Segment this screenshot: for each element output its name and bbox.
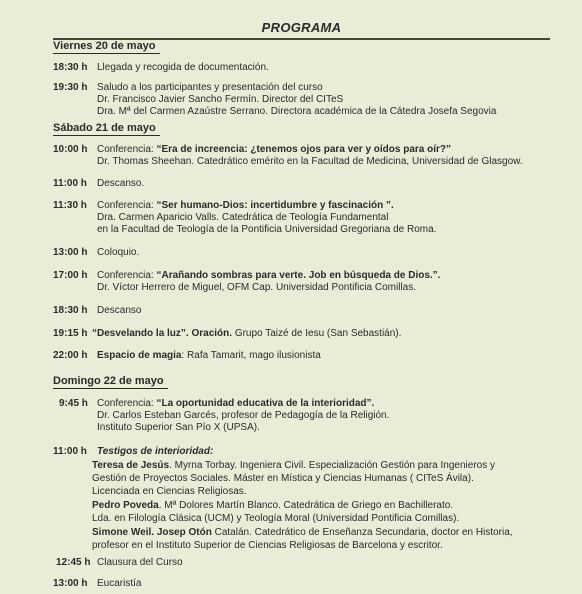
item-text: Llegada y recogida de documentación.	[97, 62, 269, 73]
witness-entry: Teresa de Jesús. Myrna Torbay. Ingeniera Civil. Especialización Gestión para Ingenieros y	[92, 460, 495, 471]
item-speaker: Dr. Thomas Sheehan. Catedrático emérito en la Facultad de Medicina, Universidad de Glasgow.	[97, 156, 523, 167]
item-text: Saludo a los participantes y presentación del curso	[97, 82, 323, 93]
program-header	[53, 20, 550, 40]
day-heading-sunday: Domingo 22 de mayo	[53, 375, 168, 387]
item-text: Descanso.	[97, 178, 145, 189]
item-time: 19:15 h	[53, 328, 88, 339]
item-text: Coloquio.	[97, 247, 140, 258]
item-time: 9:45 h	[59, 398, 88, 409]
item-speaker: Dr. Francisco Javier Sancho Fermín. Director del CITeS	[97, 94, 344, 105]
item-text: Espacio de magia: Rafa Tamarit, mago ilusionista	[97, 350, 321, 361]
item-text: Conferencia: “Ser humano-Dios: incertidumbre y fascinación ”.	[97, 200, 394, 211]
witness-entry: Simone Weil. Josep Otón Catalán. Catedrático de Enseñanza Secundaria, doctor en Historia,	[92, 527, 513, 538]
witness-detail: profesor en el Instituto Superior de Ciencias Religiosas de Barcelona y escritor.	[92, 540, 443, 551]
item-time: 11:00 h	[53, 178, 87, 189]
schedule-item	[53, 62, 87, 74]
day-heading-saturday: Sábado 21 de mayo	[53, 122, 160, 134]
witness-entry: Pedro Poveda. Mª Dolores Martín Blanco. Catedrática de Griego en Bachillerato.	[92, 500, 454, 511]
item-time: 10:00 h	[53, 144, 88, 155]
witness-detail: Gestión de Proyectos Sociales. Máster en Mística y Ciencias Humanas ( CITeS Ávila).	[92, 473, 474, 484]
item-speaker: Dra. Mª del Carmen Azaústre Serrano. Directora académica de la Cátedra Josefa Segovia	[97, 106, 497, 117]
page-title: PROGRAMA	[261, 20, 342, 35]
item-time: 13:00 h	[53, 247, 88, 258]
item-speaker: Dra. Carmen Aparicio Valls. Catedrática de Teología Fundamental	[97, 212, 389, 223]
item-time: 22:00 h	[53, 350, 88, 361]
item-time: 11:30 h	[53, 200, 87, 211]
item-speaker: Dr. Carlos Esteban Garcés, profesor de Pedagogía de la Religión.	[97, 410, 390, 421]
item-time: 12:45 h	[56, 557, 91, 568]
item-speaker: Dr. Víctor Herrero de Miguel, OFM Cap. Universidad Pontificia Comillas.	[97, 282, 416, 293]
item-text: Conferencia: “Arañando sombras para verte. Job en búsqueda de Dios.”.	[97, 270, 441, 281]
item-time: 18:30 h	[53, 305, 88, 316]
witness-detail: Licenciada en Ciencias Religiosas.	[92, 486, 247, 497]
witness-detail: Lda. en Filología Clásica (UCM) y Teología Moral (Universidad Pontificia Comillas).	[92, 513, 460, 524]
item-time: 11:00 h	[53, 446, 87, 457]
item-speaker: en la Facultad de Teología de la Pontificia Universidad Gregoriana de Roma.	[97, 224, 437, 235]
item-speaker: Instituto Superior San Pío X (UPSA).	[97, 422, 260, 433]
item-text: Testigos de interioridad:	[97, 446, 214, 457]
item-time: 13:00 h	[53, 578, 88, 589]
item-time: 19:30 h	[53, 82, 88, 93]
item-text: “Desvelando la luz”. Oración. Grupo Taizé de Iesu (San Sebastián).	[92, 328, 402, 339]
item-text: Conferencia: “Era de increencia: ¿tenemos ojos para ver y oídos para oír?”	[97, 144, 452, 155]
item-time: 18:30 h	[53, 62, 88, 73]
day-heading-friday: Viernes 20 de mayo	[53, 40, 160, 52]
item-text: Clausura del Curso	[97, 557, 183, 568]
item-text: Eucaristía	[97, 578, 142, 589]
item-time: 17:00 h	[53, 270, 88, 281]
item-text: Conferencia: “La oportunidad educativa de la interioridad”.	[97, 398, 375, 409]
item-text: Descanso	[97, 305, 142, 316]
